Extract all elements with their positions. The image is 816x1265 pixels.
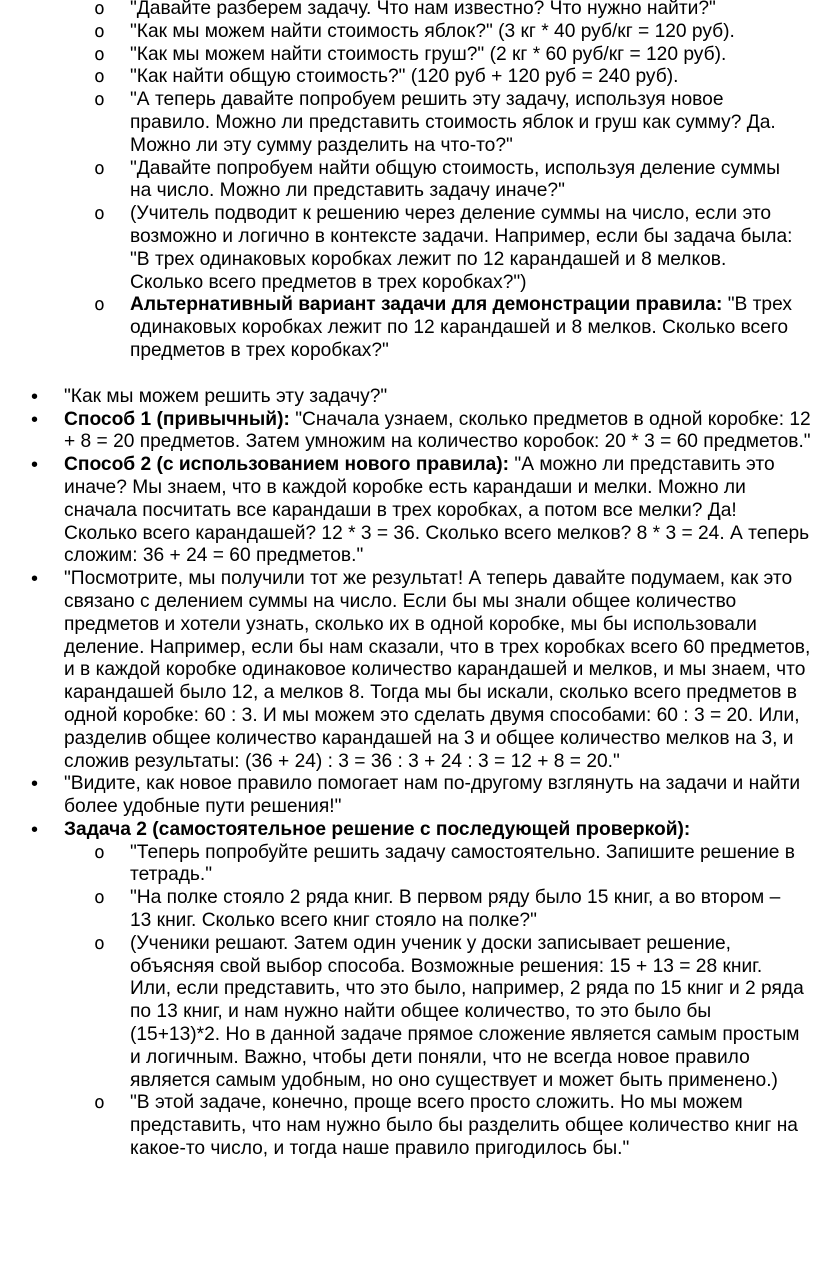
bullet-marker: • [31,385,39,408]
method-2-heading: Способ 2 (с использованием нового правила): [64,454,510,476]
bullet-item-method-1 [0,409,816,455]
list-item-text: "Как найти общую стоимость?" (120 руб + 120 руб = 240 руб). [130,66,679,88]
list-item [0,887,816,933]
sub-list-task1 [0,0,816,363]
list-item [0,158,816,204]
bullet-marker: • [31,454,39,477]
sub-bullet-marker: o [94,20,105,42]
bullet-marker: • [31,568,39,591]
bullet-marker: • [31,818,39,841]
list-item [0,842,816,888]
list-item-text: "А теперь давайте попробуем решить эту задачу, используя новое правило. Можно ли представить стоимость яблок и груш как сумму? Да. Можно ли эту сумму разделить на что-то?" [130,89,776,156]
alternative-task-text: "В трех одинаковых коробках лежит по 12 карандашей и 8 мелков. Сколько всего предметов в трех коробках?" [130,294,792,361]
method-1-text: "Сначала узнаем, сколько предметов в одной коробке: 12 + 8 = 20 предметов. Затем умножим на количество коробок: 20 * 3 = 60 предметов." [64,408,811,453]
list-item-text: "Как мы можем найти стоимость груш?" (2 кг * 60 руб/кг = 120 руб). [130,43,727,65]
paragraph-gap [0,363,816,386]
sub-bullet-marker: o [94,887,105,909]
method-2-text: "А можно ли представить это иначе? Мы знаем, что в каждой коробке есть карандаши и мелки. Можно ли сначала посчитать все карандаши в трех коробках, а потом все мелки? Да! Сколько всего карандашей? 12 * 3 = 36. Сколько всего мелков? 8 * 3 = 24. А теперь сложим: 36 + 24 = 60 предметов." [64,454,810,567]
sub-bullet-marker: o [94,203,105,225]
list-item-text: "Теперь попробуйте решить задачу самостоятельно. Запишите решение в тетрадь." [130,841,795,886]
sub-bullet-marker: o [94,157,105,179]
list-item-text: "Как мы можем найти стоимость яблок?" (3 кг * 40 руб/кг = 120 руб). [130,20,735,42]
sub-list-task2 [0,842,816,1161]
sub-bullet-marker: o [94,66,105,88]
list-item [0,66,816,89]
bullet-item [0,386,816,409]
bullet-item [0,773,816,819]
bullet-item-task-2 [0,819,816,842]
sub-bullet-marker: o [94,1092,105,1114]
bullet-item-text: "Как мы можем решить эту задачу?" [64,385,388,407]
list-item-text: "Давайте разберем задачу. Что нам известно? Что нужно найти?" [130,0,716,19]
list-item-text: (Ученики решают. Затем один ученик у доски записывает решение, объясняя свой выбор способа. Возможные решения: 15 + 13 = 28 книг. Или, если представить, что это было, например, 2 ряда по 15 книг и 2 ряда по 13 книг, и нам нужно найти общее количество, то это было бы (15+13)*2. Но в данной задаче прямое сложение является самым простым и логичным. Важно, чтобы дети поняли, что не всегда новое правило является самым удобным, но оно существует и может быть применено.) [130,932,804,1091]
main-list [0,386,816,842]
bullet-item-text: "Видите, как новое правило помогает нам по-другому взглянуть на задачи и найти более удобные пути решения!" [64,773,801,818]
alternative-task-heading: Альтернативный вариант задачи для демонстрации правила: [130,294,723,316]
list-item [0,0,816,21]
list-item [0,21,816,44]
list-item [0,89,816,157]
sub-bullet-marker: o [94,294,105,316]
list-item [0,1092,816,1160]
list-item-alternative-task [0,294,816,362]
bullet-item-method-2 [0,454,816,568]
sub-bullet-marker: o [94,89,105,111]
bullet-item [0,568,816,773]
list-item-text: "Давайте попробуем найти общую стоимость, используя деление суммы на число. Можно ли представить задачу иначе?" [130,157,780,202]
bullet-marker: • [31,773,39,796]
sub-bullet-marker: o [94,932,105,954]
list-item-text: "На полке стояло 2 ряда книг. В первом ряду было 15 книг, а во втором – 13 книг. Сколько всего книг стояло на полке?" [130,887,781,932]
list-item-text: "В этой задаче, конечно, проще всего просто сложить. Но мы можем представить, что нам нужно было бы разделить общее количество книг на какое-то число, и тогда наше правило пригодилось бы." [130,1092,798,1160]
sub-bullet-marker: o [94,841,105,863]
task-2-heading: Задача 2 (самостоятельное решение с последующей проверкой): [64,818,691,840]
sub-bullet-marker: o [94,43,105,65]
list-item [0,203,816,294]
bullet-marker: • [31,408,39,431]
method-1-heading: Способ 1 (привычный): [64,408,290,430]
sub-bullet-marker: o [94,0,105,19]
list-item-text: (Учитель подводит к решению через деление суммы на число, если это возможно и логично в контексте задачи. Например, если бы задача была: "В трех одинаковых коробках лежит по 12 карандашей и 8 мелков. Сколько всего предметов в трех коробках?") [130,203,793,293]
list-item [0,933,816,1093]
bullet-item-text: "Посмотрите, мы получили тот же результат! А теперь давайте подумаем, как это связано с делением суммы на число. Если бы мы знали общее количество предметов и хотели узнать, сколько их в одной коробке, мы бы использовали деление. Например, если бы нам сказали, что в трех коробках всего 60 предметов, и в каждой коробке одинаковое количество карандашей и мелков, и мы знаем, что карандашей было 12, а мелков 8. Тогда мы бы искали, сколько всего предметов в одной коробке: 60 : 3. И мы можем это сделать двумя способами: 60 : 3 = 20. Или, разделив общее количество карандашей на 3 и общее количество мелков на 3, и сложив результаты: (36 + 24) : 3 = 36 : 3 + 24 : 3 = 12 + 8 = 20." [64,568,811,772]
list-item [0,44,816,67]
